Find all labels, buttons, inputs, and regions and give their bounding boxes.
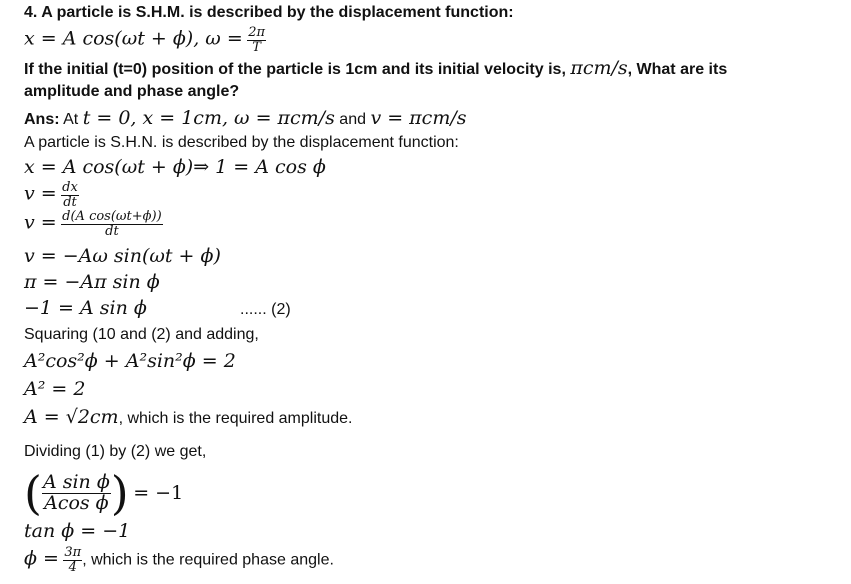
equation-4: v = −Aω sin(ωt + ϕ) bbox=[24, 245, 221, 267]
equation-6-row bbox=[24, 297, 324, 319]
answer-text: At bbox=[63, 111, 79, 128]
question-title: 4. A particle is S.H.M. is described by the displacement function: bbox=[24, 4, 514, 21]
fraction-numerator: A sin ϕ bbox=[42, 470, 110, 493]
question-text-end: , What are its bbox=[627, 61, 728, 78]
equation-10-rhs: = −1 bbox=[133, 482, 184, 504]
equation-2 bbox=[24, 181, 79, 209]
equation-2-lhs: v = bbox=[24, 182, 57, 205]
equation-11: tan ϕ = −1 bbox=[24, 520, 131, 542]
phase-text: , which is the required phase angle. bbox=[82, 551, 334, 569]
amplitude-result: A = √2cm bbox=[24, 406, 119, 428]
equation-12-lhs: ϕ = bbox=[24, 547, 59, 570]
equation-7: A²cos²ϕ + A²sin²ϕ = 2 bbox=[24, 350, 236, 372]
equation-5: π = −Aπ sin ϕ bbox=[24, 271, 160, 293]
right-paren: ) bbox=[110, 466, 129, 520]
equation-9-row bbox=[24, 406, 352, 428]
intro-text: A particle is S.H.N. is described by the displacement function: bbox=[24, 134, 459, 151]
amplitude-text: , which is the required amplitude. bbox=[118, 410, 353, 427]
answer-given-values: t = 0, x = 1cm, ω = πcm/s bbox=[82, 107, 335, 129]
phase-fraction bbox=[63, 546, 82, 574]
question-line-4: amplitude and phase angle? bbox=[24, 83, 240, 100]
question-text: If the initial (t=0) position of the particle is 1cm and its initial velocity is, bbox=[24, 61, 566, 78]
equation-6-tag: ...... (2) bbox=[240, 301, 291, 318]
equation-6: −1 = A sin ϕ bbox=[24, 297, 147, 319]
ratio-fraction bbox=[42, 470, 111, 514]
fraction-numerator: d(A cos(ωt+ϕ)) bbox=[62, 209, 162, 224]
equation-3 bbox=[24, 210, 163, 238]
fraction-denominator: 4 bbox=[68, 559, 77, 575]
equation-3-lhs: v = bbox=[24, 211, 57, 234]
dividing-text: Dividing (1) by (2) we get, bbox=[24, 443, 207, 460]
equation-8: A² = 2 bbox=[24, 378, 86, 400]
question-line-3 bbox=[24, 57, 727, 79]
fraction-numerator: dx bbox=[62, 180, 78, 195]
equation-10 bbox=[24, 466, 183, 520]
answer-line bbox=[24, 107, 466, 129]
squaring-text: Squaring (10 and (2) and adding, bbox=[24, 326, 259, 343]
equation-12-row bbox=[24, 546, 334, 574]
fraction-denominator: dt bbox=[105, 223, 119, 239]
fraction-numerator: 3π bbox=[64, 545, 82, 560]
omega-fraction bbox=[247, 26, 266, 54]
velocity-math: πcm/s bbox=[570, 57, 628, 79]
equation-1: x = A cos(ωt + ϕ)⇒ 1 = A cos ϕ bbox=[24, 156, 326, 178]
left-paren: ( bbox=[24, 466, 42, 520]
fraction-denominator: T bbox=[252, 39, 261, 55]
fraction-denominator: Acos ϕ bbox=[44, 491, 109, 514]
dxdt-fraction bbox=[61, 181, 79, 209]
answer-and: and bbox=[339, 111, 366, 128]
displacement-formula: x = A cos(ωt + ϕ), ω = bbox=[24, 27, 243, 50]
question-equation bbox=[24, 26, 266, 54]
derivative-fraction bbox=[61, 210, 163, 238]
answer-label: Ans: bbox=[24, 111, 60, 128]
fraction-denominator: dt bbox=[63, 194, 77, 210]
answer-velocity: v = πcm/s bbox=[370, 107, 467, 129]
fraction-numerator: 2π bbox=[248, 25, 266, 40]
